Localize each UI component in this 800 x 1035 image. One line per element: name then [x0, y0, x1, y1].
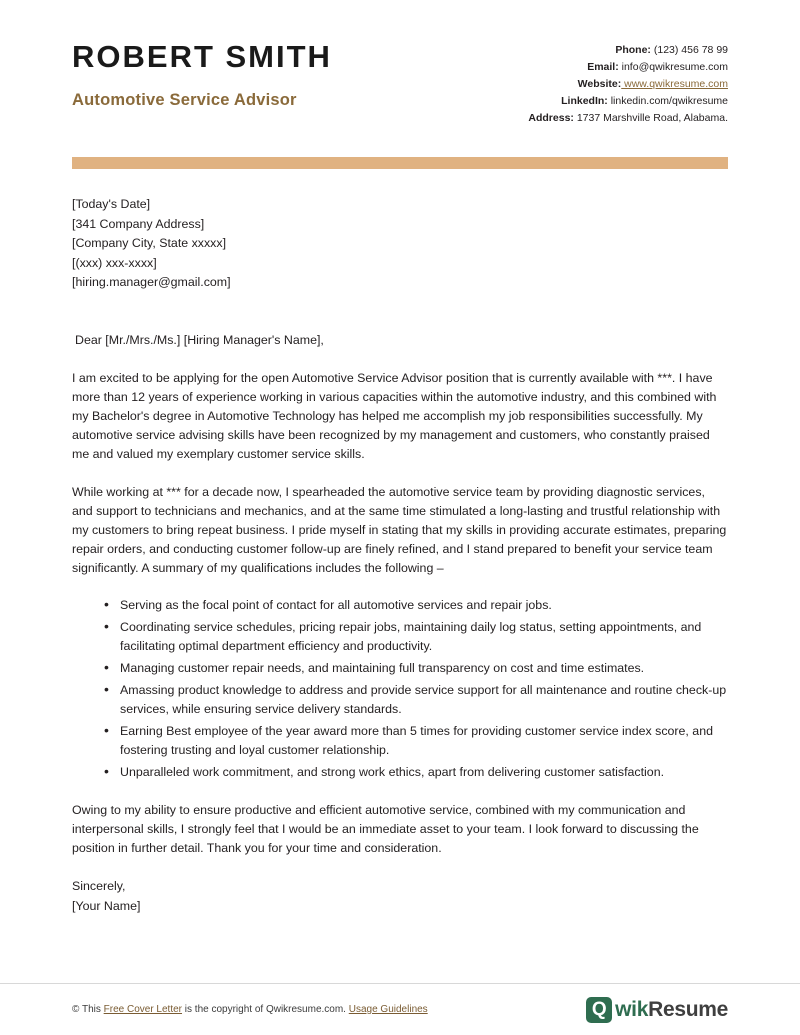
address-line: [hiring.manager@gmail.com] — [72, 275, 231, 289]
logo-word-wik: wik — [615, 997, 649, 1021]
usage-guidelines-link[interactable]: Usage Guidelines — [348, 1004, 428, 1015]
address-line: [341 Company Address] — [72, 216, 205, 231]
contact-website — [528, 76, 728, 93]
qualifications-list — [72, 596, 728, 782]
signature-name: [Your Name] — [72, 898, 141, 913]
contact-linkedin — [528, 93, 728, 110]
letter-body — [0, 195, 800, 916]
list-item: • Unparalleled work commitment, and strong work ethics, apart from delivering customer satisfaction. — [104, 763, 728, 782]
free-cover-letter-link[interactable]: Free Cover Letter — [103, 1004, 183, 1015]
body-paragraph-2: While working at *** for a decade now, I spearheaded the automotive service team by providing diagnostic services, and support to technicians and mechanics, and at the same time stimulated a long-lasting and trustful relationship with my customers to bring repeat business. I pride myself in stating that my skills in providing accurate estimates, preparing repair orders, and conducting customer follow-up are finely refined, and I stand prepared to benefit your service team significantly. A summary of my qualifications includes the following – — [72, 484, 727, 575]
footer-copyright-middle: is the copyright of Qwikresume.com. — [182, 1004, 349, 1015]
contact-phone-value: (123) 456 78 99 — [650, 44, 728, 56]
contact-linkedin-label: LinkedIn: — [561, 95, 608, 107]
qwikresume-logo[interactable] — [586, 997, 728, 1023]
contact-website-label: Website: — [577, 78, 622, 90]
salutation: Dear [Mr./Mrs./Ms.] [Hiring Manager's Name], — [75, 332, 324, 347]
contact-phone — [528, 42, 728, 59]
contact-email — [528, 59, 728, 76]
list-item: • Managing customer repair needs, and maintaining full transparency on cost and time estimates. — [104, 659, 728, 678]
contact-email-label: Email: — [587, 61, 619, 73]
list-item: • Amassing product knowledge to address and provide service support for all maintenance and routine check-up services, while ensuring service delivery standards. — [104, 681, 728, 719]
name-block — [72, 38, 332, 110]
address-line: [Today's Date] — [72, 197, 151, 211]
footer-copyright-prefix: © This — [72, 1004, 104, 1015]
document-footer — [0, 983, 800, 1035]
footer-copyright — [72, 1004, 428, 1015]
list-item: • Coordinating service schedules, pricing repair jobs, maintaining daily log status, setting appointments, and facilitating optimal department efficiency and productivity. — [104, 618, 728, 656]
logo-word-resume: Resume — [648, 997, 728, 1021]
contact-address — [528, 110, 728, 127]
contact-email-value: info@qwikresume.com — [618, 61, 728, 73]
address-line: [(xxx) xxx-xxxx] — [72, 255, 157, 270]
contact-address-label: Address: — [528, 112, 574, 124]
contact-address-value: 1737 Marshville Road, Alabama. — [573, 112, 728, 124]
list-item: • Serving as the focal point of contact for all automotive services and repair jobs. — [104, 596, 728, 615]
address-line: [Company City, State xxxxx] — [72, 236, 227, 250]
contact-phone-label: Phone: — [615, 44, 651, 56]
closing-paragraph: Owing to my ability to ensure productive and efficient automotive service, combined with my communication and interpersonal skills, I strongly feel that I would be an immediate asset to your team. I look forward to discussing the position in further detail. Thank you for your time and consideration. — [72, 802, 699, 855]
sign-off: Sincerely, — [72, 878, 126, 893]
body-paragraph-1: I am excited to be applying for the open Automotive Service Advisor position that is currently available with ***. I have more than 12 years of experience working in various capacities within the automotive industry, and this combined with my Bachelor's degree in Automotive Technology has helped me accomplish my job responsibilities successfully. My automotive service advising skills have been recognized by my management and customers, who constantly praised me and valued my exemplary customer service skills. — [72, 370, 717, 461]
contact-info-block — [528, 38, 728, 127]
contact-website-link[interactable]: www.qwikresume.com — [621, 78, 728, 90]
recipient-address-block — [72, 195, 728, 293]
document-header — [0, 0, 800, 127]
accent-divider-bar — [72, 157, 728, 169]
candidate-job-title: Automotive Service Advisor — [72, 91, 297, 110]
candidate-name: ROBERT SMITH — [72, 39, 332, 74]
contact-linkedin-value: linkedin.com/qwikresume — [607, 95, 728, 107]
logo-q-mark: Q — [586, 997, 612, 1023]
list-item: • Earning Best employee of the year award more than 5 times for providing customer service index score, and fostering trusting and loyal customer relationship. — [104, 722, 728, 760]
